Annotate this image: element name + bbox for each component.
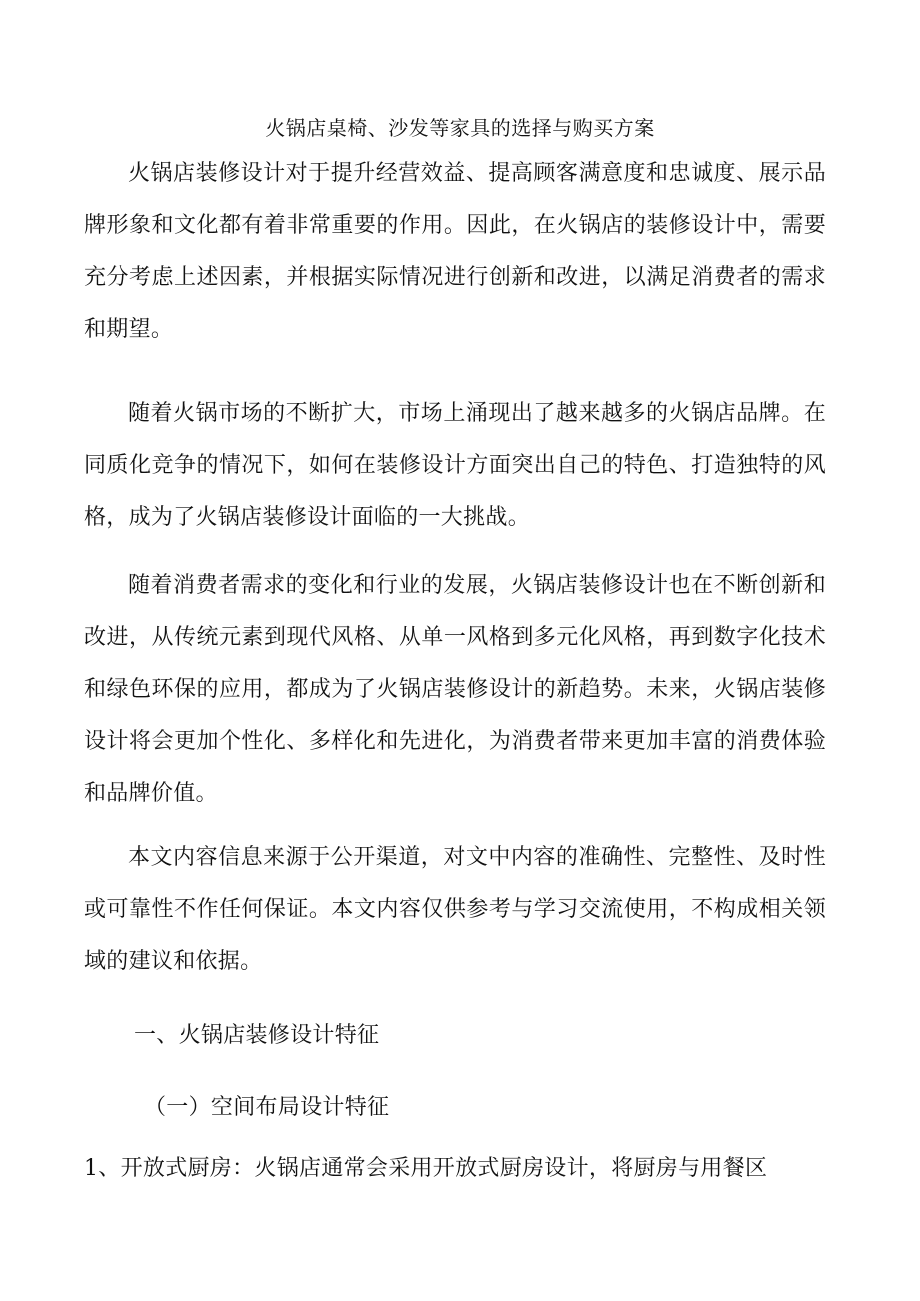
paragraph-4: 本文内容信息来源于公开渠道，对文中内容的准确性、完整性、及时性或可靠性不作任何保证。本文内容仅供参考与学习交流使用，不构成相关领域的建议和依据。 xyxy=(84,845,826,974)
subsection-heading: （一）空间布局设计特征 xyxy=(144,1095,390,1120)
paragraph-3: 随着消费者需求的变化和行业的发展，火锅店装修设计也在不断创新和改进，从传统元素到现代风格、从单一风格到多元化风格，再到数字化技术和绿色环保的应用，都成为了火锅店装修设计的新趋势。未来，火锅店装修设计将会更加个性化、多样化和先进化，为消费者带来更加丰富的消费体验和品牌价值。 xyxy=(84,573,826,806)
section-heading: 一、火锅店装修设计特征 xyxy=(134,1023,380,1048)
paragraph-2: 随着火锅市场的不断扩大，市场上涌现出了越来越多的火锅店品牌。在同质化竞争的情况下，如何在装修设计方面突出自己的特色、打造独特的风格，成为了火锅店装修设计面临的一大挑战。 xyxy=(84,401,826,530)
list-item: 1、开放式厨房：火锅店通常会采用开放式厨房设计，将厨房与用餐区 xyxy=(84,1156,768,1181)
document-title: 火锅店桌椅、沙发等家具的选择与购买方案 xyxy=(265,116,655,140)
paragraph-1: 火锅店装修设计对于提升经营效益、提高顾客满意度和忠诚度、展示品牌形象和文化都有着非常重要的作用。因此，在火锅店的装修设计中，需要充分考虑上述因素，并根据实际情况进行创新和改进，以满足消费者的需求和期望。 xyxy=(84,161,826,342)
